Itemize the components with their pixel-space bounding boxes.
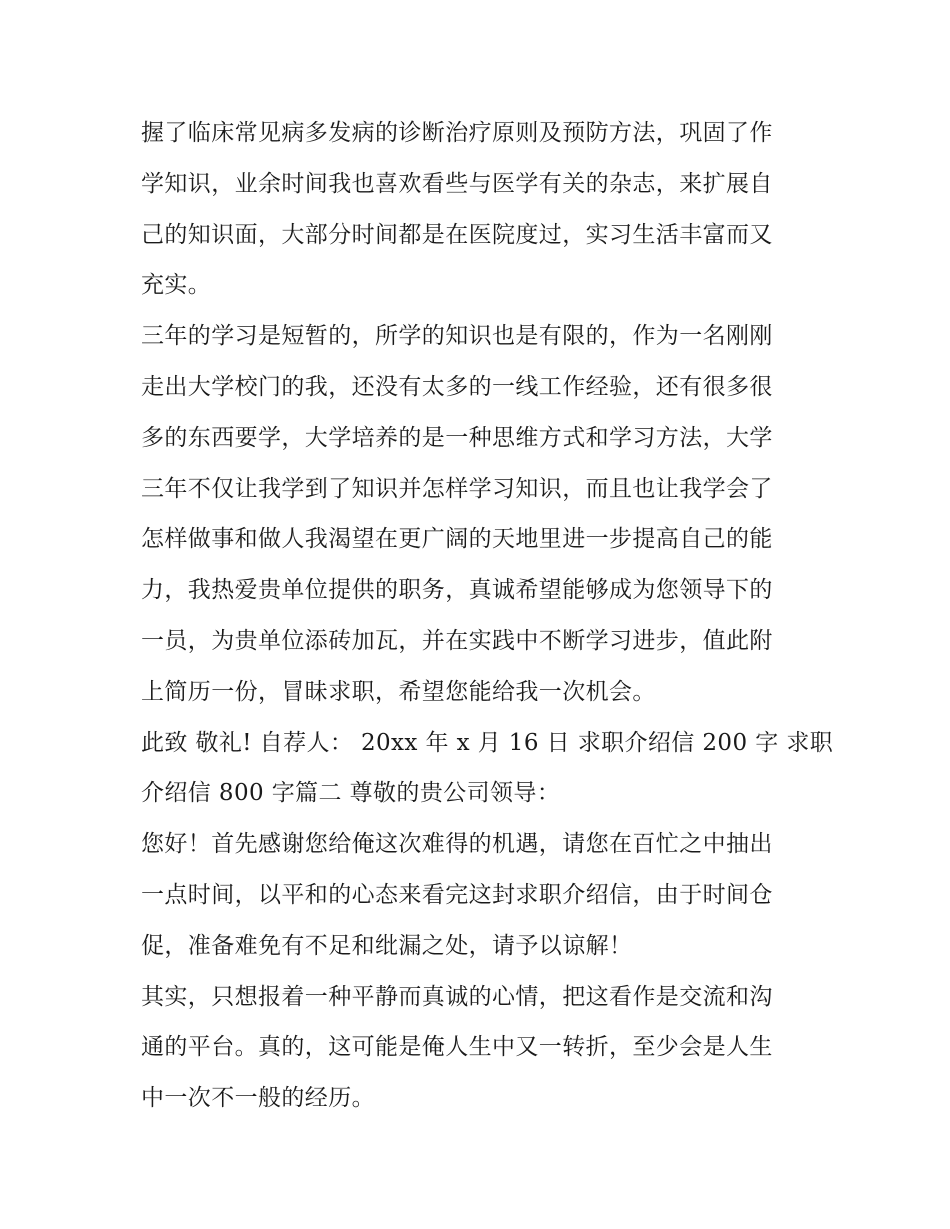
text-line: 促，准备难免有不足和纰漏之处，请予以谅解！: [141, 932, 633, 959]
text-line: 握了临床常见病多发病的诊断治疗原则及预防方法，巩固了作: [141, 120, 773, 146]
text-line: 力，我热爱贵单位提供的职务，真诚希望能够成为您领导下的: [141, 577, 773, 604]
text-line: 一点时间，以平和的心态来看完这封求职介绍信，由于时间仓: [141, 881, 773, 908]
text-line: 三年的学习是短暂的，所学的知识也是有限的，作为一名刚刚: [141, 323, 773, 350]
text-line: 多的东西要学，大学培养的是一种思维方式和学习方法，大学: [141, 424, 773, 451]
text-line: 学知识，业余时间我也喜欢看些与医学有关的杂志，来扩展自: [141, 170, 773, 197]
text-line: 走出大学校门的我，还没有太多的一线工作经验，还有很多很: [141, 373, 773, 400]
text-line: 您好！首先感谢您给俺这次难得的机遇，请您在百忙之中抽出: [141, 831, 773, 858]
text-line: 通的平台。真的，这可能是俺人生中又一转折，至少会是人生: [141, 1034, 773, 1061]
text-line: 怎样做事和做人我渴望在更广阔的天地里进一步提高自己的能: [141, 526, 773, 553]
text-line: 上简历一份，冒昧求职，希望您能给我一次机会。: [141, 678, 656, 705]
document-body: [141, 108, 834, 1124]
text-line: 一员，为贵单位添砖加瓦，并在实践中不断学习进步，值此附: [141, 627, 773, 654]
text-line: 充实。: [141, 272, 212, 299]
text-line: 其实，只想报着一种平静而真诚的心情，把这看作是交流和沟: [141, 983, 773, 1010]
text-line: 此致 敬礼! 自荐人： 20xx 年 x 月 16 日 求职介绍信 200 字 求职: [141, 729, 834, 756]
text-line: 己的知识面，大部分时间都是在医院度过，实习生活丰富而又: [141, 221, 773, 248]
text-line: 中一次不一般的经历。: [141, 1085, 375, 1112]
text-line: 三年不仅让我学到了知识并怎样学习知识，而且也让我学会了: [141, 475, 773, 502]
text-line: 介绍信 800 字篇二 尊敬的贵公司领导：: [141, 780, 561, 807]
